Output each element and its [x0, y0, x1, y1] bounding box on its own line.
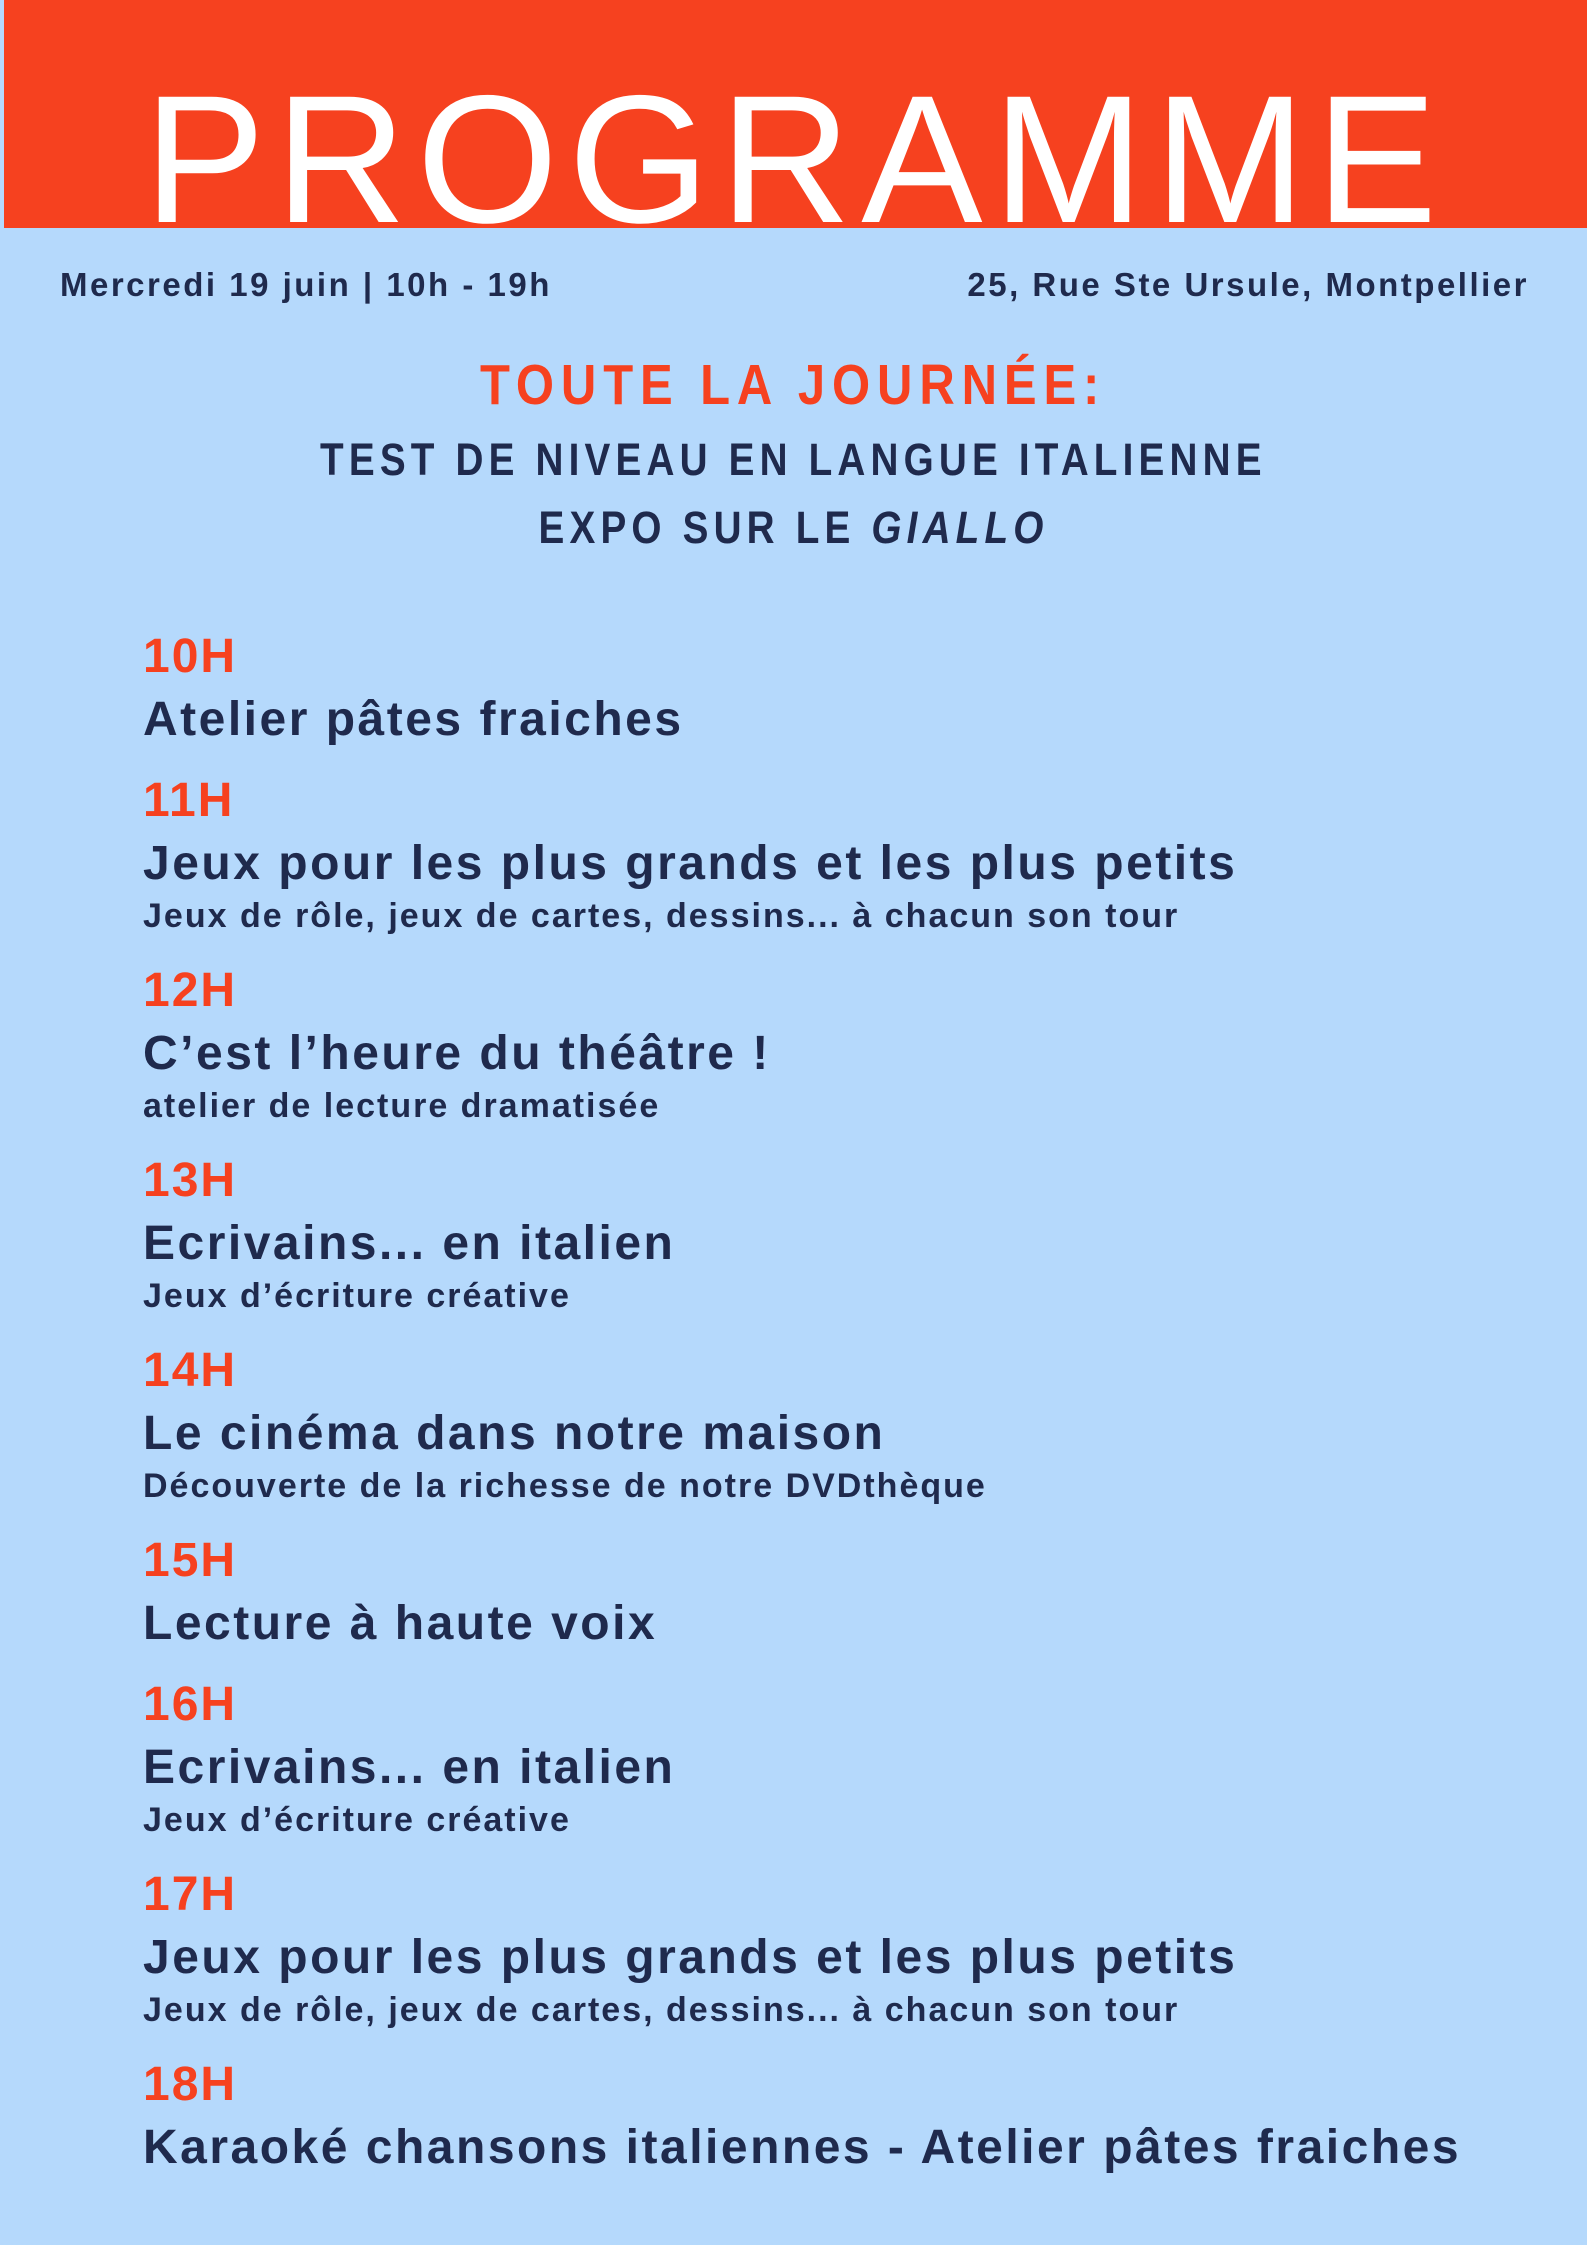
entry-title: Jeux pour les plus grands et les plus petits — [143, 1931, 1238, 1984]
giallo-italic: GIALLO — [871, 502, 1049, 553]
all-day-section — [0, 352, 1587, 554]
event-address: 25, Rue Ste Ursule, Montpellier — [967, 266, 1529, 303]
entry-time: 17H — [143, 1868, 238, 1921]
schedule-entry — [143, 1870, 1527, 2030]
entry-time: 14H — [143, 1344, 238, 1397]
meta-row — [0, 266, 1587, 304]
schedule-list — [0, 632, 1587, 2174]
schedule-entry — [143, 1346, 1527, 1506]
schedule-entry — [143, 1156, 1527, 1316]
event-datetime: Mercredi 19 juin | 10h - 19h — [60, 266, 552, 303]
entry-time: 13H — [143, 1154, 238, 1207]
entry-title: Karaoké chansons italiennes - Atelier pâtes fraiches — [143, 2121, 1462, 2174]
entry-time: 12H — [143, 964, 238, 1017]
entry-subtitle: atelier de lecture dramatisée — [143, 1087, 661, 1125]
schedule-entry — [143, 1536, 1527, 1650]
entry-title: Jeux pour les plus grands et les plus petits — [143, 837, 1238, 890]
entry-subtitle: Jeux d’écriture créative — [143, 1801, 571, 1839]
all-day-line-2-text: EXPO SUR LE — [538, 502, 872, 553]
entry-time: 11H — [143, 774, 235, 827]
all-day-heading: TOUTE LA JOURNÉE: — [480, 353, 1107, 417]
entry-time: 16H — [143, 1678, 238, 1731]
entry-title: C’est l’heure du théâtre ! — [143, 1027, 771, 1080]
entry-time: 15H — [143, 1534, 238, 1587]
all-day-heading-row — [0, 352, 1587, 418]
schedule-entry — [143, 966, 1527, 1126]
entry-title: Atelier pâtes fraiches — [143, 693, 684, 746]
entry-title: Lecture à haute voix — [143, 1597, 658, 1650]
schedule-entry — [143, 776, 1527, 936]
schedule-entry — [143, 632, 1527, 746]
entry-subtitle: Jeux de rôle, jeux de cartes, dessins... à chacun son tour — [143, 897, 1180, 935]
all-day-line-1: TEST DE NIVEAU EN LANGUE ITALIENNE — [320, 434, 1267, 485]
poster-content — [0, 228, 1587, 2204]
entry-subtitle: Découverte de la richesse de notre DVDthèque — [143, 1467, 987, 1505]
entry-time: 18H — [143, 2058, 238, 2111]
entry-time: 10H — [143, 630, 238, 683]
entry-title: Ecrivains... en italien — [143, 1217, 676, 1270]
all-day-line-1-row — [0, 418, 1587, 486]
entry-subtitle: Jeux de rôle, jeux de cartes, dessins... à chacun son tour — [143, 1991, 1180, 2029]
all-day-line-2 — [538, 502, 1048, 554]
header-banner — [4, 0, 1587, 261]
entry-title: Le cinéma dans notre maison — [143, 1407, 886, 1460]
schedule-entry — [143, 2060, 1527, 2174]
schedule-entry — [143, 1680, 1527, 1840]
entry-subtitle: Jeux d’écriture créative — [143, 1277, 571, 1315]
entry-title: Ecrivains... en italien — [143, 1741, 676, 1794]
poster-title: PROGRAMME — [143, 57, 1448, 261]
all-day-line-2-row — [0, 486, 1587, 554]
